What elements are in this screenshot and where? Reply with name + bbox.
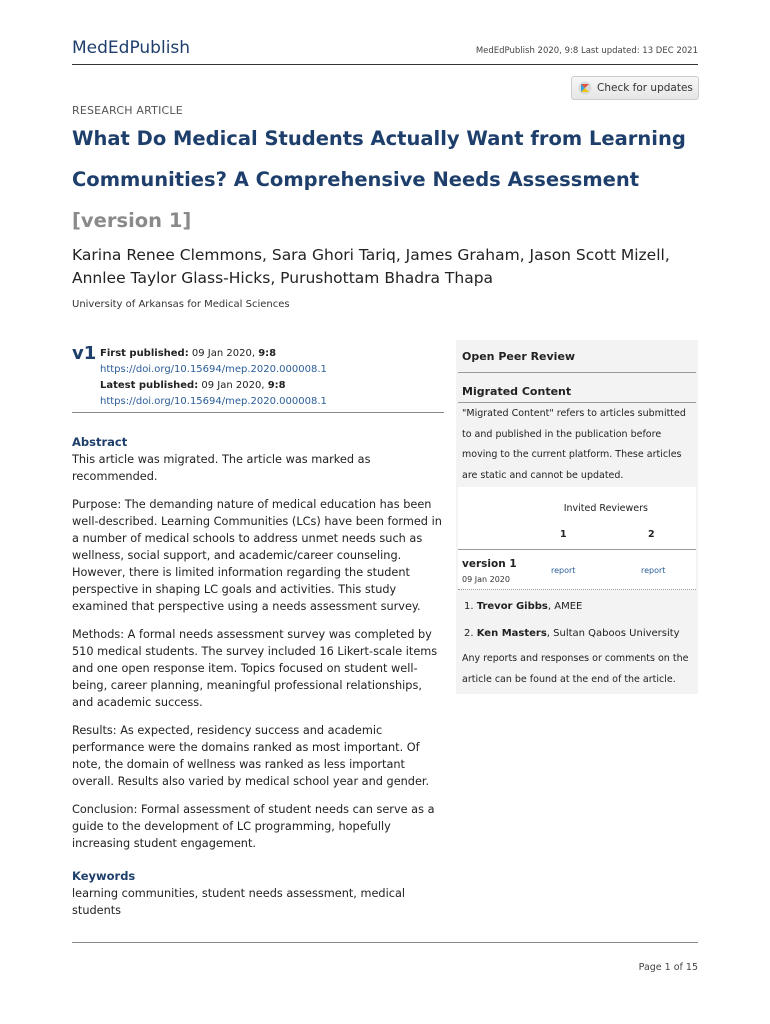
reviewer-1-num: 1. [464, 601, 474, 612]
keywords-list: learning communities, student needs assessment, medical students [72, 887, 406, 917]
migrated-content-heading: Migrated Content [462, 385, 572, 398]
abstract-heading: Abstract [72, 435, 128, 449]
version-row-label: version 1 [462, 558, 517, 570]
check-for-updates-label: Check for updates [597, 82, 693, 94]
reviewer-2-num: 2. [464, 628, 474, 639]
abstract-methods: Methods: A formal needs assessment survey was completed by 510 medical students. The survey included 16 Likert-scale items and one open response item. Topics focused on student well-being, career planning, meaningful professional relationships, and academic success. [72, 628, 438, 709]
header-divider [72, 64, 698, 65]
latest-doi-link[interactable]: https://doi.org/10.15694/mep.2020.000008.1 [100, 396, 327, 407]
latest-published-label: Latest published: [100, 380, 199, 391]
page-number: Page 1 of 15 [638, 962, 698, 973]
reviewer-2 [464, 628, 680, 639]
reviewer-column-1: 1 [560, 529, 567, 540]
reviewer-1-report-link[interactable]: report [551, 566, 576, 575]
abstract-purpose: Purpose: The demanding nature of medical education has been well-described. Learning Communities (LCs) have been formed in a number of medical schools to address unmet needs such as wellness, social support, and academic/career counseling. However, there is limited information regarding the student perspective in shaping LC goals and activities. This study examined that perspective using a needs assessment survey. [72, 498, 442, 613]
latest-published-date: 09 Jan 2020, [201, 380, 265, 391]
article-title-text: What Do Medical Students Actually Want from Learning Communities? A Comprehensive Needs Assessment [72, 127, 686, 191]
reviewer-2-org: , Sultan Qaboos University [546, 628, 680, 639]
abstract-results: Results: As expected, residency success and academic performance were the domains ranked as most important. Of note, the domain of wellness was ranked as less important overall. Results also varied by medical school year and gender. [72, 724, 430, 788]
table-divider [458, 549, 696, 550]
reviewer-2-report-link[interactable]: report [641, 566, 666, 575]
migrated-content-text: "Migrated Content" refers to articles submitted to and published in the publication before moving to the current platform. These articles are static and cannot be updated. [462, 408, 686, 481]
article-title [72, 118, 698, 241]
crossmark-icon [578, 81, 592, 95]
latest-published [100, 378, 327, 394]
abstract-conclusion: Conclusion: Formal assessment of student needs can serve as a guide to the development of LC programming, hopefully increasing student engagement. [72, 803, 435, 850]
reviewer-1-org: , AMEE [547, 601, 583, 612]
article-version: [version 1] [72, 209, 192, 232]
publication-divider [72, 412, 444, 413]
journal-brand: MedEdPublish [72, 38, 191, 58]
publication-info [100, 346, 327, 410]
open-peer-review-panel [456, 340, 698, 694]
latest-published-ref: 9:8 [267, 380, 286, 391]
first-published [100, 346, 327, 362]
version-badge: v1 [72, 343, 97, 364]
open-peer-review-heading: Open Peer Review [462, 350, 576, 363]
reviewer-1-name: Trevor Gibbs [476, 601, 548, 612]
header-meta: MedEdPublish 2020, 9:8 Last updated: 13 DEC 2021 [475, 46, 698, 56]
reviewer-column-2: 2 [648, 529, 655, 540]
panel-divider [458, 402, 696, 403]
reports-note: Any reports and responses or comments on the article can be found at the end of the article. [462, 653, 689, 685]
footer-divider [72, 942, 698, 943]
first-published-date: 09 Jan 2020, [191, 348, 256, 359]
check-for-updates-button[interactable] [571, 76, 699, 100]
affiliation: University of Arkansas for Medical Sciences [72, 299, 290, 310]
abstract-migrated-note: This article was migrated. The article was marked as recommended. [72, 453, 371, 483]
first-published-ref: 9:8 [258, 348, 277, 359]
first-doi-link[interactable]: https://doi.org/10.15694/mep.2020.000008.1 [100, 364, 327, 375]
reviewer-1 [464, 601, 582, 612]
table-dotted-divider [458, 589, 696, 590]
reviewer-2-name: Ken Masters [476, 628, 547, 639]
panel-divider [458, 372, 696, 373]
article-type: RESEARCH ARTICLE [72, 104, 183, 117]
invited-reviewers-label: Invited Reviewers [563, 503, 648, 514]
abstract-section [72, 434, 444, 919]
version-row-date: 09 Jan 2020 [462, 575, 510, 584]
first-published-label: First published: [100, 348, 189, 359]
author-list: Karina Renee Clemmons, Sara Ghori Tariq, James Graham, Jason Scott Mizell, Annlee Taylor Glass-Hicks, Purushottam Bhadra Thapa [72, 246, 670, 287]
keywords-heading: Keywords [72, 869, 136, 883]
